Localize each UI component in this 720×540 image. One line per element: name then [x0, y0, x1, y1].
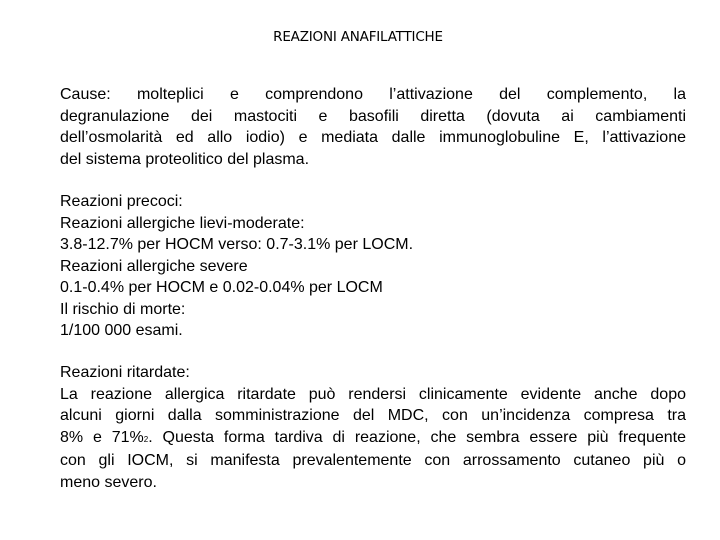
text-fragment: 8% e 71% [60, 428, 144, 446]
text-line: La reazione allergica ritardate può rendersi clinicamente evidente anche dopo [60, 385, 686, 403]
section-heading: Reazioni precoci: [60, 193, 183, 210]
text-line: alcuni giorni dalla somministrazione del MDC, con un’incidenza compresa tra [60, 407, 686, 424]
late-reactions-section [60, 362, 686, 493]
text-line: del sistema proteolitico del plasma. [60, 150, 310, 168]
text-line-with-citation [60, 427, 686, 451]
page-title: REAZIONI ANAFILATTICHE [273, 29, 443, 45]
text-line: 1/100 000 esami. [60, 322, 183, 339]
text-line: Cause: molteplici e comprendono l’attivazione del complemento, la [60, 86, 686, 103]
text-line: Reazioni allergiche severe [60, 257, 248, 275]
text-line: con gli IOCM, si manifesta prevalentemente con arrossamento cutaneo più o [60, 452, 686, 469]
section-heading: Reazioni ritardate: [60, 364, 190, 381]
text-line: Il rischio di morte: [60, 300, 186, 318]
causes-paragraph [60, 84, 686, 170]
text-line: degranulazione dei mastociti e basofili diretta (dovuta ai cambiamenti [60, 107, 686, 125]
text-fragment: . Questa forma tardiva di reazione, che sembra essere più frequente [148, 428, 687, 446]
text-line: dell’osmolarità ed allo iodio) e mediata dalle immunoglobuline E, l’attivazione [60, 129, 686, 146]
citation-marker: 2 [143, 434, 149, 444]
text-line: 0.1-0.4% per HOCM e 0.02-0.04% per LOCM [60, 279, 383, 296]
early-reactions-section [60, 191, 686, 342]
text-line: meno severo. [60, 473, 157, 491]
text-line: Reazioni allergiche lievi-moderate: [60, 214, 305, 232]
text-line: 3.8-12.7% per HOCM verso: 0.7-3.1% per LOCM. [60, 236, 414, 253]
